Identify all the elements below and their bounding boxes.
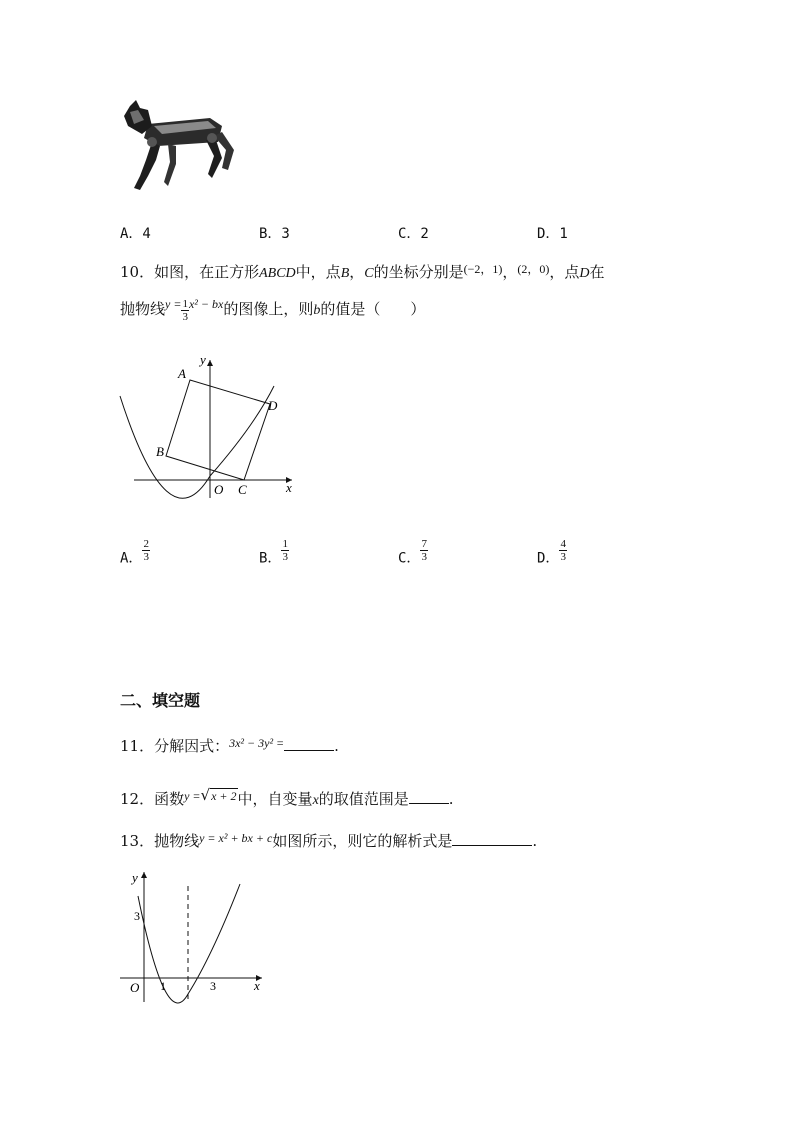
q12-text: 的取值范围是 (318, 790, 409, 808)
fraction-numerator: 1 (182, 297, 188, 310)
q10-equation-left: y = (165, 297, 182, 311)
q10-stem-line2 (120, 294, 425, 323)
q13-answer-blank[interactable] (452, 831, 532, 846)
label-d: D (268, 398, 278, 413)
q10-option-b (259, 538, 289, 569)
y-axis-arrow (207, 360, 213, 366)
label-a: A (178, 366, 186, 381)
q12-expression-left: y = (184, 789, 201, 803)
q10-option-d (537, 538, 567, 569)
fraction-denominator: 3 (560, 551, 566, 563)
label-origin: O (214, 482, 224, 497)
q12-text: 函数 (154, 790, 185, 808)
q10-point-b: B (340, 266, 350, 281)
tick-3-x: 3 (210, 979, 216, 993)
robot-dog-image (118, 98, 236, 194)
q11-number: 11． (120, 737, 155, 755)
q13-number: 13． (120, 832, 155, 850)
fraction-denominator: 3 (143, 551, 149, 563)
fraction-denominator: 3 (182, 310, 188, 323)
label-y: y (132, 870, 138, 885)
q9-option-d: D．1 (537, 226, 568, 242)
q11-period: . (334, 737, 339, 755)
q10-text: 在 (589, 263, 605, 281)
q13-figure (118, 866, 268, 1006)
section-title: 二、填空题 (120, 691, 201, 710)
parabola (120, 386, 274, 498)
label-origin: O (130, 980, 140, 995)
fraction-numerator: 4 (560, 538, 566, 550)
fraction-numerator: 2 (143, 538, 149, 550)
q10-text: ， (502, 263, 518, 281)
parabola (138, 884, 240, 1003)
q10-option-a (120, 538, 150, 569)
q13-text: 抛物线 (154, 832, 200, 850)
fraction-denominator: 3 (282, 551, 288, 563)
q10-text: 的值是（ ） (320, 300, 426, 318)
q10-text: ，点 (549, 263, 580, 281)
q9-option-c: C．2 (398, 226, 429, 242)
q10-text: 如图，在正方形 (154, 263, 260, 281)
q11-text: 分解因式： (154, 737, 230, 755)
label-c: C (238, 482, 247, 497)
q12 (120, 785, 454, 811)
option-fraction (142, 538, 150, 563)
q10-point-d: D (579, 266, 590, 281)
q9-option-b: B．3 (259, 226, 290, 242)
label-y: y (200, 352, 206, 367)
q10-number: 10． (120, 263, 155, 281)
q10-option-c (398, 538, 428, 569)
q13 (120, 828, 537, 851)
option-label: A． (120, 550, 143, 567)
q10-text: 抛物线 (120, 300, 166, 318)
label-b: B (156, 444, 164, 459)
q12-variable: x (312, 793, 319, 808)
fraction-numerator: 7 (421, 538, 427, 550)
fraction-numerator: 1 (282, 538, 288, 550)
q10-text: 的坐标分别是 (373, 263, 464, 281)
q12-period: . (448, 790, 454, 808)
q12-number: 12． (120, 790, 155, 808)
option-fraction (420, 538, 428, 563)
q10-coord-c: (2，0) (517, 262, 550, 276)
q12-text: 中，自变量 (237, 790, 313, 808)
q10-figure (114, 346, 304, 502)
q11 (120, 733, 339, 756)
option-label: D． (537, 550, 560, 567)
q10-text: ， (349, 263, 365, 281)
tick-3-y: 3 (134, 909, 140, 923)
q13-period: . (532, 832, 538, 850)
y-axis-arrow (141, 872, 147, 878)
q10-text: 中，点 (295, 263, 341, 281)
q12-radicand: x + 2 (211, 789, 237, 803)
q10-square-name: ABCD (259, 266, 296, 281)
option-label: C． (398, 550, 421, 567)
square-abcd (166, 380, 270, 480)
label-x: x (286, 480, 292, 495)
q13-text: 如图所示，则它的解析式是 (272, 832, 453, 850)
option-label: B． (259, 550, 282, 567)
q10-stem-line1 (120, 259, 605, 284)
q10-equation-fraction (181, 298, 189, 323)
option-fraction (281, 538, 289, 563)
q10-text: 的图像上，则 (223, 300, 314, 318)
sqrt-symbol: √ (200, 786, 211, 804)
tick-1-x: 1 (160, 979, 166, 993)
q9-option-a: A．4 (120, 226, 151, 242)
q13-expression: y = x² + bx + c (199, 831, 273, 845)
q11-answer-blank[interactable] (284, 736, 334, 751)
option-fraction (559, 538, 567, 563)
q10-point-c: C (364, 266, 374, 281)
q11-expression: 3x² − 3y² = (229, 736, 285, 750)
q12-answer-blank[interactable] (409, 789, 449, 804)
q10-coord-b: (−2，1) (463, 262, 503, 276)
fraction-denominator: 3 (421, 551, 427, 563)
q10-equation-right: x² − bx (188, 297, 224, 311)
q10-variable-b: b (313, 303, 321, 318)
label-x: x (254, 978, 260, 993)
